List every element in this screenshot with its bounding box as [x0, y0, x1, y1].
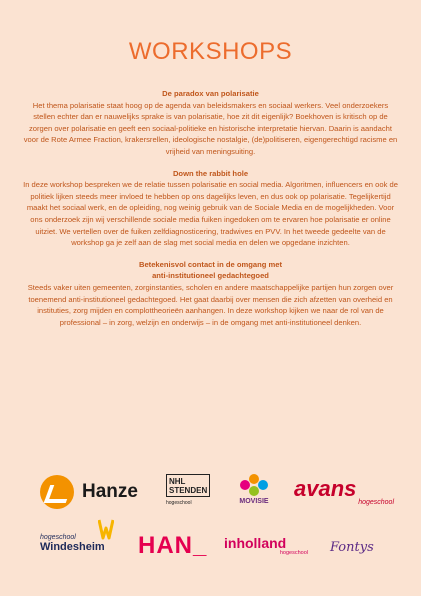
windesheim-mark-icon	[98, 518, 114, 540]
section-body: In deze workshop bespreken we de relatie tussen polarisatie en social media. Algoritmen, influencers en ook de politiek lijken steeds meer invloed te hebben op ons dagelijks leven, en dus ook op polarisatie. Tegelijkertijd maakt het sociaal werk, en de opleiding, nog weinig gebruik van de Sociale Media en de mogelijkheden. Voor ons onderzoek zijn wij verschillende sociale media fuiken ingedoken om te ervaren hoe polarisatie er online uitziet. We vertellen over de fuiken zelfdiagnosticering, tradwives en PVV. In het tweede gedeelte van de workshop ga je zelf aan de slag met social media en delen we opgedane inzichten.	[23, 180, 398, 248]
han-logo	[138, 532, 208, 562]
section-title: Betekenisvol contact in de omgang met	[138, 259, 283, 269]
section-title: De paradox van polarisatie	[162, 89, 259, 98]
nhl-stenden-box	[166, 474, 210, 497]
hanze-mark-icon	[40, 475, 74, 509]
avans-logo-subtext: hogeschool	[358, 499, 394, 506]
fontys-logo-text: Fontys	[330, 540, 374, 555]
fontys-logo	[330, 538, 386, 564]
avans-logo	[294, 478, 394, 510]
page-title: WORKSHOPS	[128, 38, 293, 65]
han-logo-text: HAN_	[138, 532, 208, 559]
workshop-list	[22, 88, 399, 338]
nhl-logo-subtext: hogeschool	[166, 500, 192, 506]
section-title: anti-institutioneel gedachtegoed	[152, 271, 269, 281]
windesheim-logo-text: Windesheim	[40, 541, 105, 553]
windesheim-logo-subtext: hogeschool	[40, 534, 76, 541]
windesheim-logo	[40, 522, 130, 562]
stenden-logo-text: STENDEN	[169, 486, 208, 495]
hanze-logo-text: Hanze	[82, 481, 138, 502]
movisie-mark-icon	[240, 474, 268, 498]
avans-logo-text: avans	[294, 476, 357, 501]
hanze-logo	[40, 474, 152, 510]
workshop-section	[22, 168, 399, 249]
inholland-logo-text: inholland	[224, 535, 287, 551]
workshop-section	[22, 88, 399, 158]
partner-logos	[0, 468, 421, 578]
section-body: Het thema polarisatie staat hoog op de agenda van beleidsmakers en sociaal werkers. Veel onderzoekers stellen echter dan er nauwelijks sprake is van polarisatie, hoe zit dit eigenlijk? Boekhoven is kritisch op de zorgen over polarisatie en geeft een sociaal-politieke en historische interpretatie hiervan. Daarin is aandacht voor de Rote Armee Fraction, krakersrellen, ideologische nostalgie, (de)politiseren, eigengerechtigd racisme en vrijheid van meningsuiting.	[23, 100, 398, 156]
section-body: Steeds vaker uiten gemeenten, zorginstanties, scholen en andere maatschappelijke partijen hun zorgen over toenemend anti-institutioneel gedachtegoed. Het gaat daarbij over mensen die zich afzetten van overheid en instituties, zorg mijden en complottheorieën aanhangen. In deze workshop kijken we naar de rol van de professional – in zorg, welzijn en onderwijs – in de omgang met anti-institutioneel denken.	[27, 282, 394, 327]
inholland-logo-subtext: hogeschool	[279, 550, 308, 556]
workshop-section	[22, 259, 399, 329]
section-title: Down the rabbit hole	[172, 168, 249, 178]
nhl-logo-text: NHL	[169, 477, 186, 486]
movisie-logo	[234, 474, 274, 514]
inholland-logo	[224, 536, 308, 566]
nhl-stenden-logo	[166, 474, 210, 512]
movisie-logo-text: MOVISIE	[239, 498, 269, 505]
